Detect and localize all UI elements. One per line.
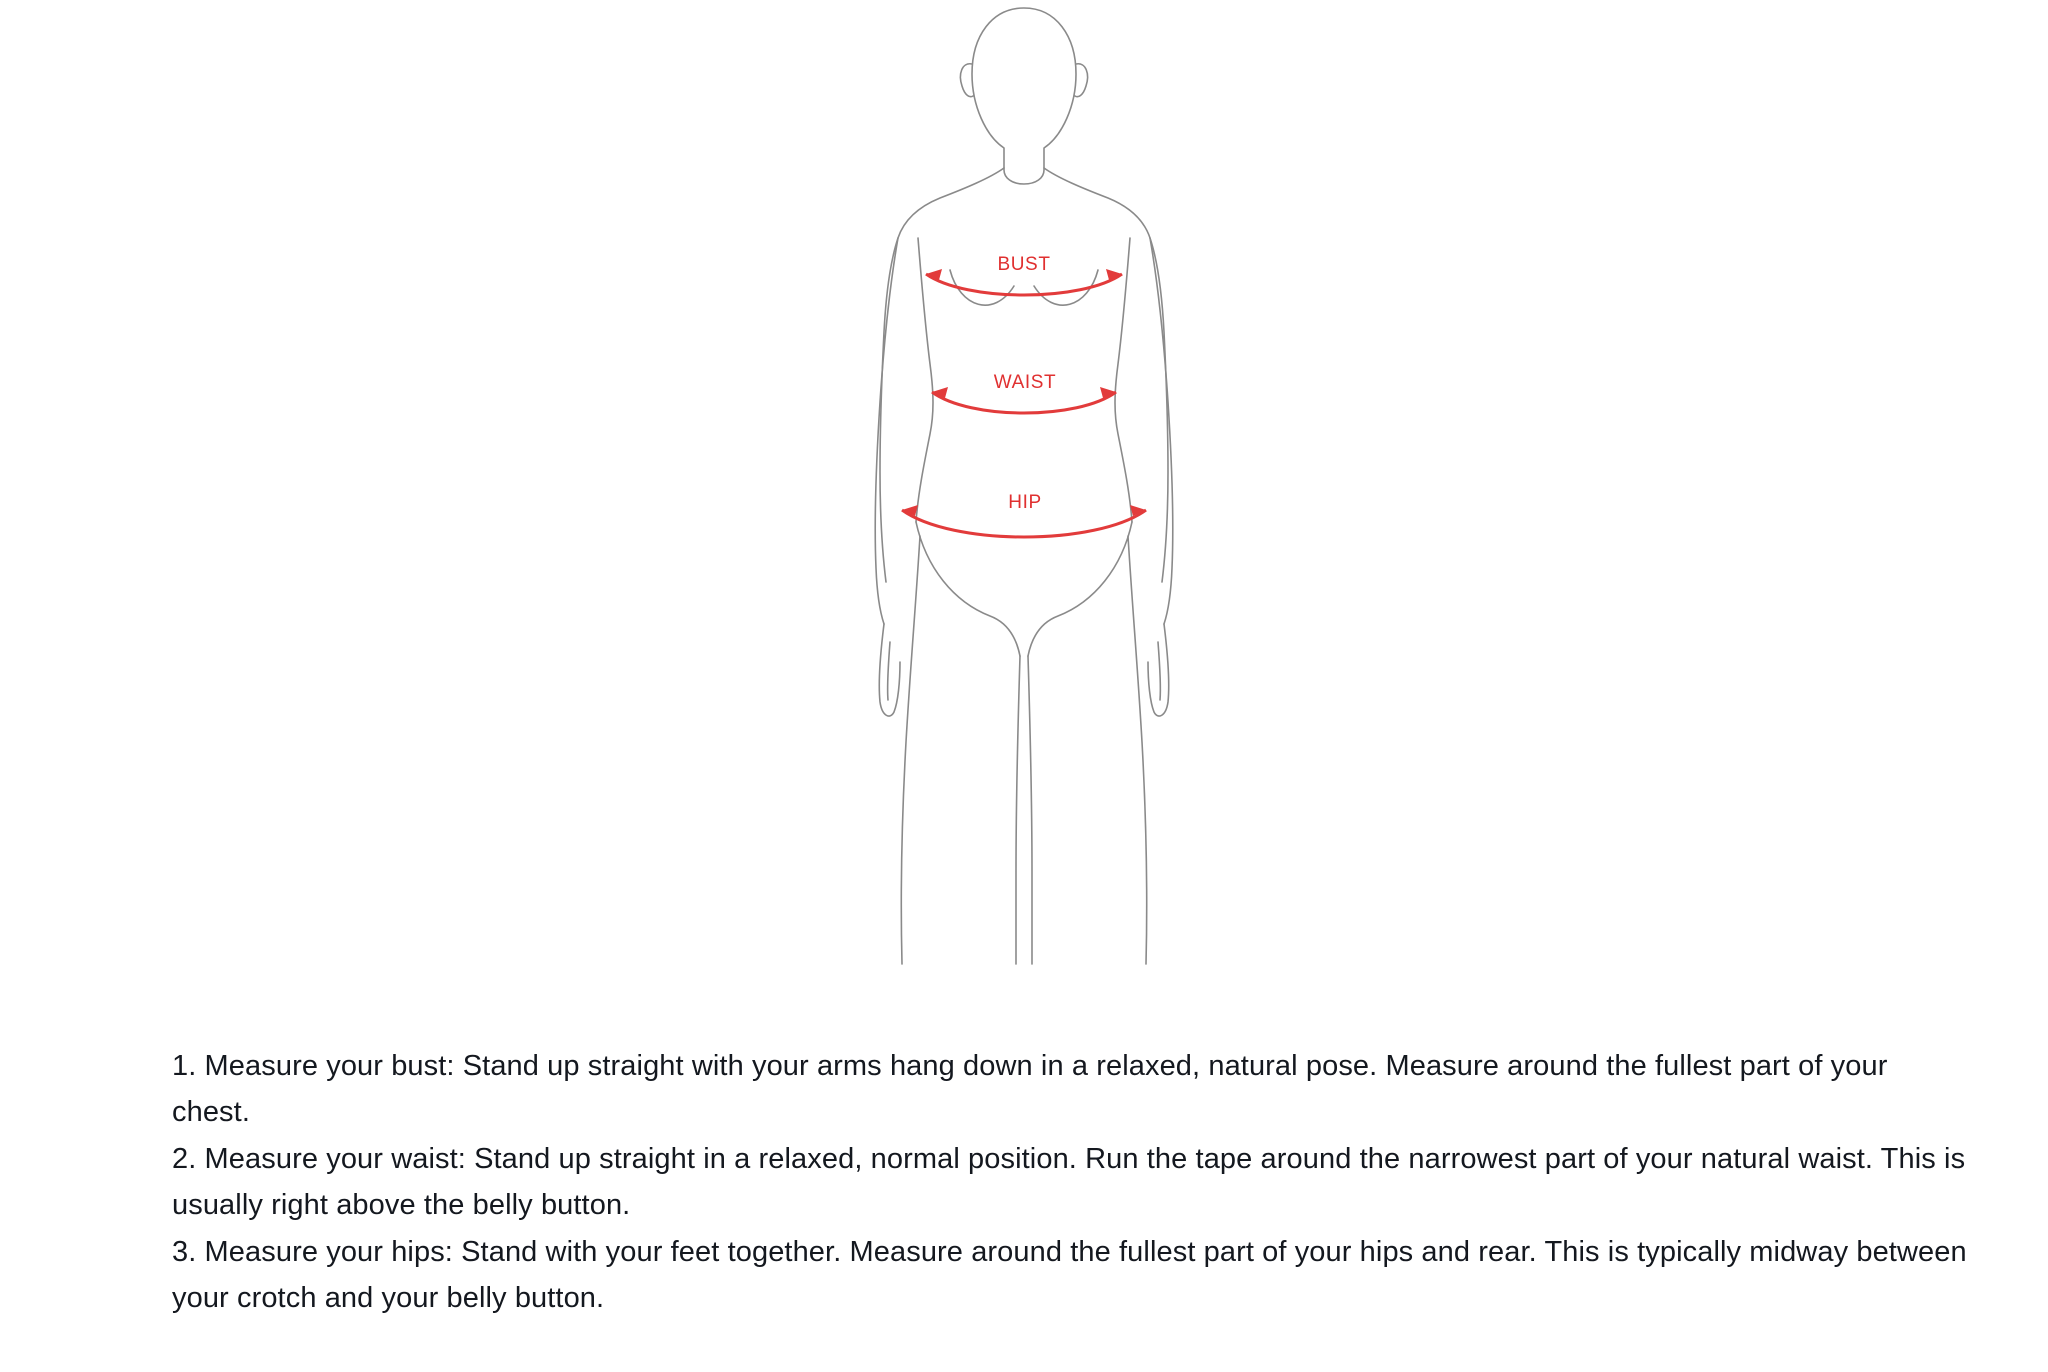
head-outline	[972, 8, 1076, 184]
right-leg-inner	[1028, 656, 1032, 964]
bust-label: BUST	[997, 254, 1051, 275]
instructions-block	[172, 1043, 1972, 1321]
instruction-hips: 3. Measure your hips: Stand with your feet together. Measure around the fullest part of your hips and rear. This is typically midway between your crotch and your belly button.	[172, 1235, 1967, 1314]
waist-label: WAIST	[993, 372, 1057, 393]
hip-right-curve	[1028, 522, 1132, 656]
hip-left-curve	[916, 522, 1020, 656]
female-body-diagram	[704, 2, 1344, 982]
waist-measure-line	[932, 392, 1116, 413]
right-leg-outer	[1128, 536, 1147, 964]
bust-measure-group	[926, 252, 1122, 295]
right-hand	[1148, 624, 1169, 716]
right-ear	[1075, 64, 1088, 97]
left-leg-inner	[1016, 656, 1020, 964]
left-hand-finger	[888, 642, 890, 700]
torso-left-line	[916, 238, 933, 522]
left-ear	[960, 64, 973, 97]
waist-measure-group	[932, 370, 1116, 413]
instruction-waist: 2. Measure your waist: Stand up straight in a relaxed, normal position. Run the tape around the narrowest part of your natural waist. This is usually right above the belly button.	[172, 1142, 1966, 1222]
left-leg-outer	[901, 536, 920, 964]
torso-right-line	[1115, 238, 1132, 522]
hip-measure-group	[902, 490, 1146, 537]
hip-measure-line	[902, 510, 1146, 537]
left-hand	[879, 624, 900, 716]
instruction-bust: 1. Measure your bust: Stand up straight with your arms hang down in a relaxed, natural pose. Measure around the fullest part of your chest.	[172, 1050, 1888, 1129]
right-hand-finger	[1158, 642, 1160, 700]
hip-label: HIP	[1008, 492, 1042, 513]
